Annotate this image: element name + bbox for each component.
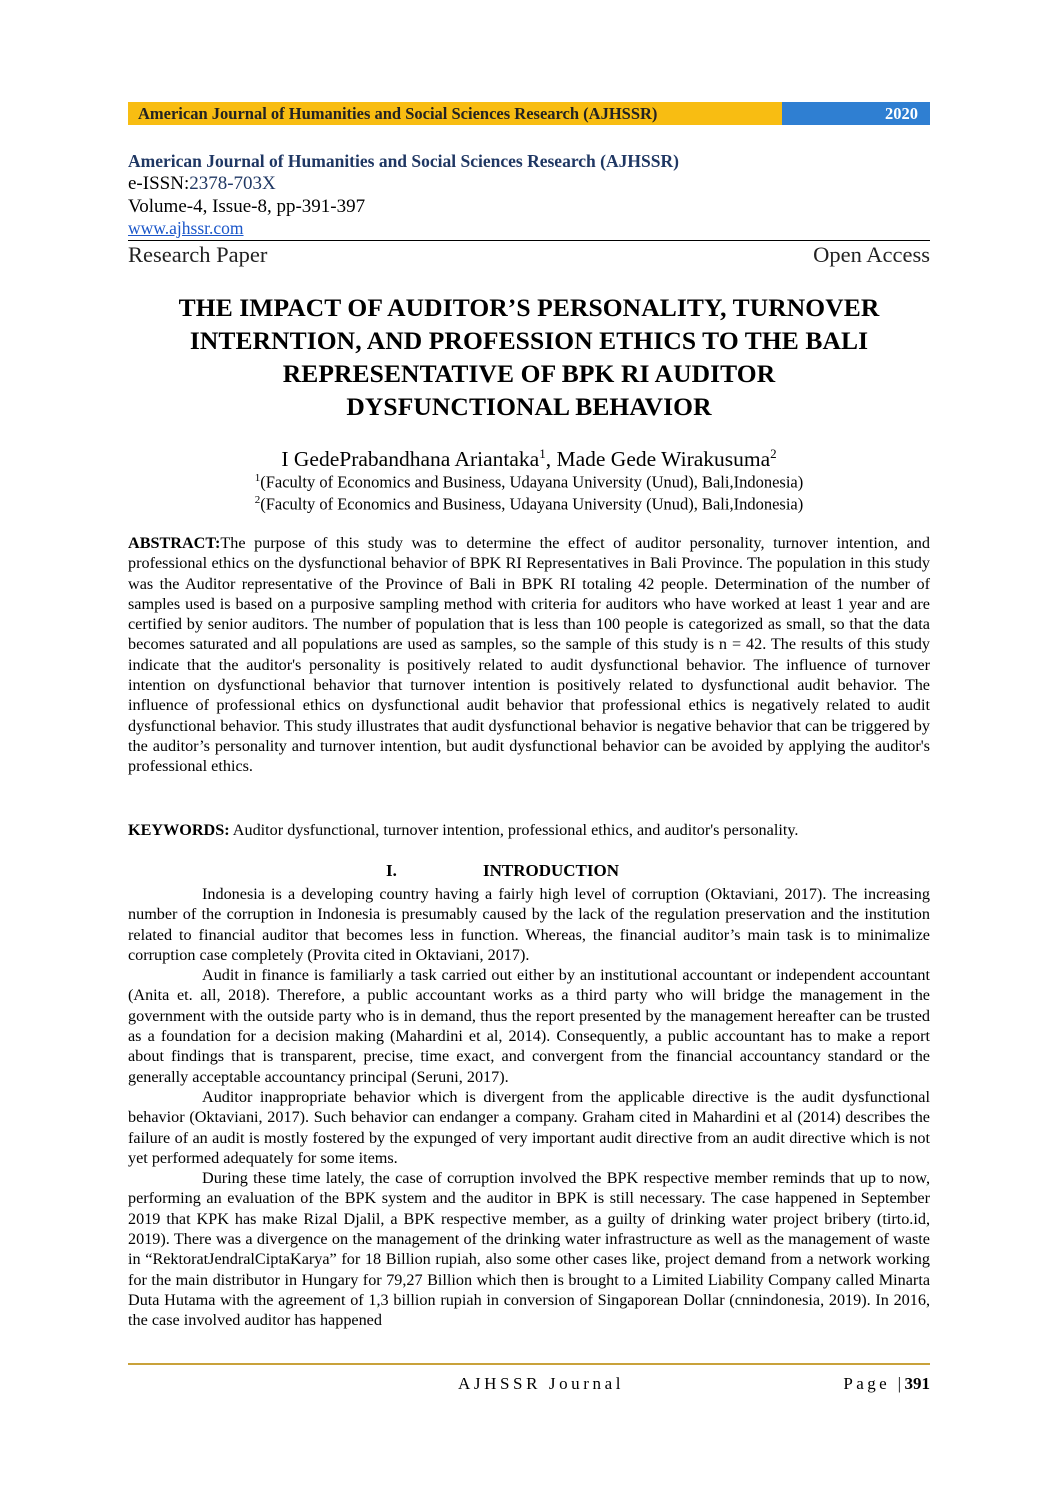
abstract <box>128 533 930 777</box>
title-line: INTERNTION, AND PROFESSION ETHICS TO THE BALI <box>189 326 869 355</box>
paragraph: Indonesia is a developing country having a fairly high level of corruption (Oktaviani, 2017). The increasing number of the corruption in Indonesia is presumably caused by the lack of the regulation preservation and the institution related to financial auditor that becomes less in function. Whereas, the financial auditor’s main task is to minimalize corruption case completely (Provita cited in Oktaviani, 2017). <box>128 885 930 964</box>
introduction-body <box>128 884 930 1331</box>
volume-line: Volume-4, Issue-8, pp-391-397 <box>128 196 366 217</box>
issn-label: e-ISSN: <box>128 173 190 194</box>
running-header <box>128 102 930 125</box>
affiliation <box>128 468 930 493</box>
title-line: THE IMPACT OF AUDITOR’S PERSONALITY, TURNOVER <box>178 293 880 322</box>
section-number: I. <box>386 861 397 880</box>
issn-number: 2378-703X <box>189 173 276 194</box>
abstract-text: The purpose of this study was to determine the effect of auditor personality, turnover intention, and professional ethics on the dysfunctional behavior of BPK RI Representatives in Bali Province. The population in this study was the Auditor representative of the Province of Bali in BPK RI totaling 42 people. Determination of the number of samples used is based on a purposive sampling method with criteria for auditors who have worked at least 1 year and are certified by senior auditors. The number of population that is less than 100 people is categorized as small, so that the data becomes saturated and all populations are used as samples, so the sample of this study is n = 42. The results of this study indicate that the auditor's personality is positively related to audit dysfunctional behavior. The influence of turnover intention on dysfunctional behavior that turnover intention is positively related to dysfunctional audit behavior. The influence of professional ethics on dysfunctional audit behavior that professional ethics is negatively related to audit dysfunctional behavior. This study illustrates that audit dysfunctional behavior is negative behavior that can be triggered by the auditor’s personality and turnover intention, but audit dysfunctional behavior can be avoided by applying the auditor's professional ethics. <box>128 534 930 776</box>
paper-type: Research Paper <box>128 242 268 267</box>
author-name: Made Gede Wirakusuma <box>556 447 771 472</box>
paragraph: During these time lately, the case of corruption involved the BPK respective member reminds that up to now, performing an evaluation of the BPK system and the auditor in BPK is still necessary. The case happened in September 2019 that KPK has make Rizal Djalil, a BPK respective member, as a guilty of drinking water project bribery (tirto.id, 2019). There was a divergence on the management of the drinking water infrastructure as well as the management of waste in “RektoratJendralCiptaKarya” for 18 Billion rupiah, also some other cases like, project demand from a network working for the main distributor in Hungary for 79,27 Billion which then is brought to a Limited Liability Company called Minarta Duta Hutama with the agreement of 1,3 billion rupiah in conversion of Singaporean Dollar (cnnindonesia, 2019). In 2016, the case involved auditor has happened <box>128 1169 930 1330</box>
affiliation-text: (Faculty of Economics and Business, Udayana University (Unud), Bali,Indonesia) <box>260 494 804 514</box>
footer-divider <box>128 1363 930 1365</box>
section-title: INTRODUCTION <box>483 861 620 880</box>
affiliation <box>128 490 930 515</box>
author-separator: , <box>545 447 557 472</box>
affiliation-text: (Faculty of Economics and Business, Udayana University (Unud), Bali,Indonesia) <box>260 472 804 492</box>
issn-line <box>128 172 930 195</box>
keywords-label: KEYWORDS: <box>128 821 230 839</box>
paragraph: Auditor inappropriate behavior which is divergent from the applicable directive is the audit dysfunctional behavior (Oktaviani, 2017). Such behavior can endanger a company. Graham cited in Mahardini et al (2014) describes the failure of an audit is mostly fostered by the expunged of very important audit directive from an audit directive which is not yet performed adequately for some items. <box>128 1087 930 1167</box>
running-header-year: 2020 <box>782 102 930 125</box>
running-header-journal: American Journal of Humanities and Social Sciences Research (AJHSSR) <box>128 102 782 125</box>
footer-page-label: Page | <box>843 1374 905 1393</box>
paper-type-bar <box>128 240 930 268</box>
access-type: Open Access <box>813 242 930 267</box>
website-link[interactable]: www.ajhssr.com <box>128 218 244 238</box>
paper-title <box>128 291 930 423</box>
footer-page <box>843 1373 930 1395</box>
paragraph: Audit in finance is familiarly a task carried out either by an institutional accountant or independent accountant (Anita et. all, 2018). Therefore, a public accountant works as a third party who will bridge the management in the government with the outside party who is in demand, thus the report presented by the management hereafter can be trusted as a foundation for a decision making (Mahardini et al, 2014). Consequently, a public accountant has to make a report about findings that is transparent, precise, time exact, and convergent from the financial accountancy standard or the generally acceptable accountancy principal (Seruni, 2017). <box>128 966 930 1086</box>
journal-name: American Journal of Humanities and Social Sciences Research (AJHSSR) <box>128 151 679 171</box>
abstract-label: ABSTRACT: <box>128 534 221 552</box>
title-line: REPRESENTATIVE OF BPK RI AUDITOR <box>282 359 776 388</box>
title-line: DYSFUNCTIONAL BEHAVIOR <box>346 392 712 421</box>
affiliation-mark: 1 <box>254 472 261 484</box>
keywords <box>128 820 930 840</box>
author-name: I GedePrabandhana Ariantaka <box>281 447 540 472</box>
footer-journal: AJHSSR Journal <box>458 1374 625 1393</box>
affiliation-mark: 2 <box>254 494 261 506</box>
keywords-text: Auditor dysfunctional, turnover intention, professional ethics, and auditor's personality. <box>229 821 799 839</box>
journal-info <box>128 150 930 268</box>
footer-page-number: 391 <box>904 1374 930 1393</box>
author-affil-mark: 1 <box>539 446 546 461</box>
author-affil-mark: 2 <box>770 446 777 461</box>
